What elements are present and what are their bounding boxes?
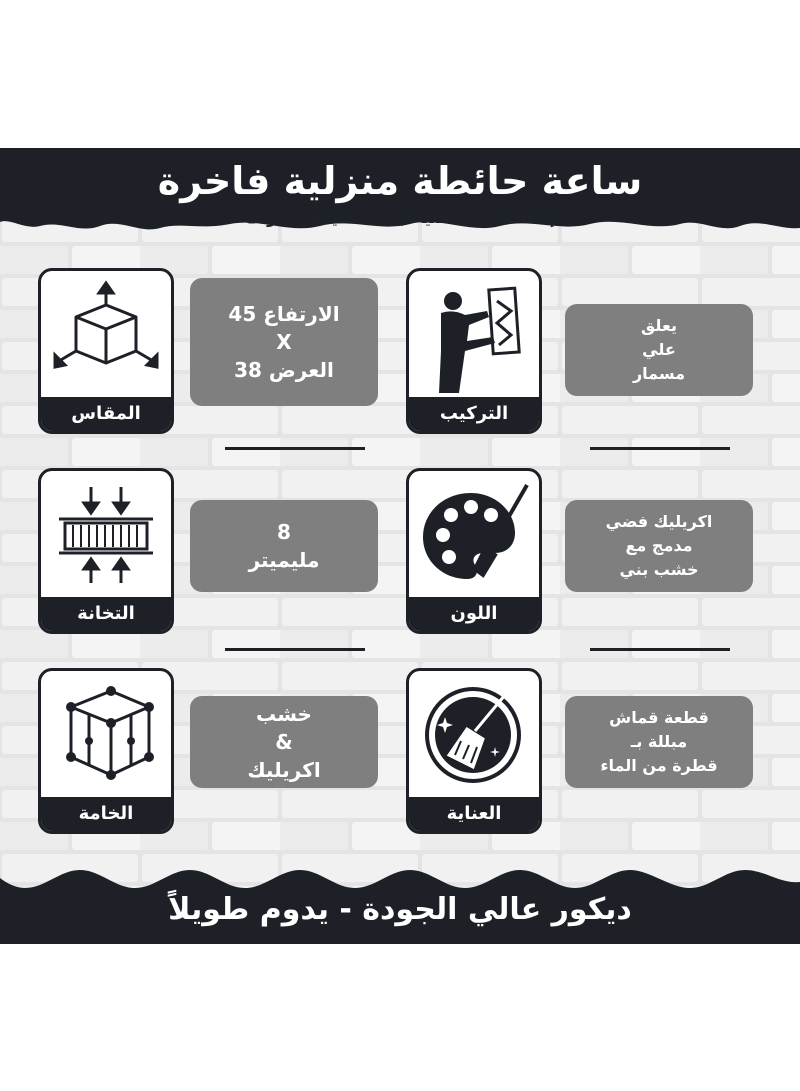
value-line: اكريليك فضي xyxy=(605,512,713,531)
page-subtitle: إضاف لمسة فنية جديدة لديكور منزلك xyxy=(244,208,556,228)
value-line: علي xyxy=(642,340,676,359)
value-line: مبللة بـ xyxy=(630,732,688,751)
separator xyxy=(590,447,730,450)
feature-label: التركيب xyxy=(409,397,539,431)
value-line: مسمار xyxy=(632,364,686,383)
value-line: قطعة قماش xyxy=(609,708,709,727)
value-line: 8 xyxy=(277,520,291,544)
value-line: مدمج مع xyxy=(625,536,693,555)
material-structure-icon xyxy=(41,671,171,797)
value-line: X xyxy=(276,330,292,354)
feature-label: الخامة xyxy=(41,797,171,831)
feature-value-thickness xyxy=(190,500,378,592)
value-line: الارتفاع 45 xyxy=(228,302,340,326)
value-line: يعلق xyxy=(641,316,677,335)
feature-card-color xyxy=(406,468,542,634)
feature-value-install xyxy=(565,304,753,396)
compression-arrows-icon xyxy=(41,471,171,597)
page-title: ساعة حائطة منزلية فاخرة xyxy=(157,159,643,203)
footer-tagline: ديكور عالي الجودة - يدوم طويلاً xyxy=(168,892,632,927)
value-line: العرض 38 xyxy=(234,358,334,382)
feature-label: المقاس xyxy=(41,397,171,431)
feature-card-install xyxy=(406,268,542,434)
value-line: & xyxy=(275,730,293,754)
separator xyxy=(590,648,730,651)
feature-card-material xyxy=(38,668,174,834)
separator xyxy=(225,648,365,651)
cleaning-broom-icon xyxy=(409,671,539,797)
feature-value-care xyxy=(565,696,753,788)
value-line: خشب xyxy=(256,702,312,726)
cube-dimensions-icon xyxy=(41,271,171,397)
feature-value-color xyxy=(565,500,753,592)
feature-value-size xyxy=(190,278,378,406)
feature-card-thickness xyxy=(38,468,174,634)
feature-label: اللون xyxy=(409,597,539,631)
feature-value-material xyxy=(190,696,378,788)
feature-card-size xyxy=(38,268,174,434)
feature-label: التخانة xyxy=(41,597,171,631)
person-hanging-frame-icon xyxy=(409,271,539,397)
feature-label: العناية xyxy=(409,797,539,831)
separator xyxy=(225,447,365,450)
value-line: قطرة من الماء xyxy=(600,756,718,775)
paint-palette-icon xyxy=(409,471,539,597)
value-line: مليميتر xyxy=(248,548,320,572)
feature-card-care xyxy=(406,668,542,834)
value-line: خشب بني xyxy=(619,560,699,579)
value-line: اكريليك xyxy=(247,758,321,782)
